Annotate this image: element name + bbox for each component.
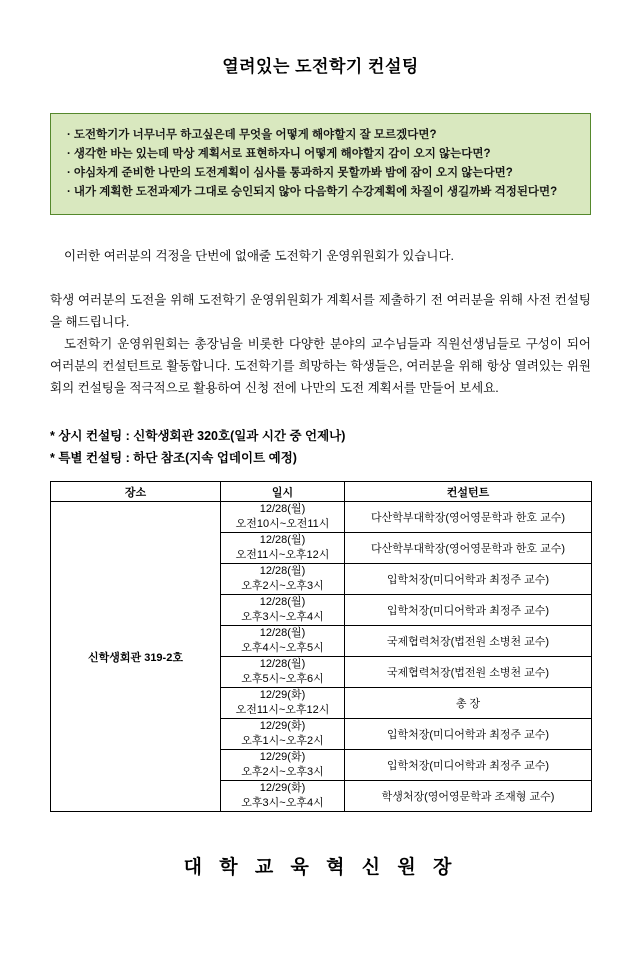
lead-paragraph: 이러한 여러분의 걱정을 단번에 없애줄 도전학기 운영위원회가 있습니다. [64,249,455,263]
cell-consultant: 학생처장(영어영문학과 조재형 교수) [345,781,592,812]
consulting-note-regular: * 상시 컨설팅 : 신학생회관 320호(일과 시간 중 언제나) [50,429,346,443]
cell-place: 신학생회관 319-2호 [51,502,221,812]
highlight-text: 야심차게 준비한 나만의 도전계획이 심사를 통과하지 못할까봐 밤에 잠이 오지 않는다면? [73,167,513,179]
cell-consultant: 국제협력처장(법전원 소병천 교수) [345,626,592,657]
body-paragraph-2: 도전학기 운영위원회는 총장님을 비롯한 다양한 분야의 교수님들과 직원선생님들로 구성이 되어 여러분의 컨설턴트로 활동합니다. 도전학기를 희망하는 학생들은, 여러분을 위해 항상 열려있는 위원회의 컨설팅을 적극적으로 활용하여 신청 전에 나만의 도전 계획서를 만들어 보세요. [50,337,591,395]
cell-consultant: 입학처장(미디어학과 최정주 교수) [345,719,592,750]
cell-consultant: 입학처장(미디어학과 최정주 교수) [345,595,592,626]
bullet-icon: · [67,167,71,179]
cell-date: 12/29(화) [259,751,306,763]
highlight-line [67,145,576,164]
cell-consultant: 입학처장(미디어학과 최정주 교수) [345,564,592,595]
cell-datetime [221,626,345,657]
cell-datetime [221,533,345,564]
highlight-line [67,126,576,145]
body-paragraph-1: 학생 여러분의 도전을 위해 도전학기 운영위원회가 계획서를 제출하기 전 여러분을 위해 사전 컨설팅을 해드립니다. [50,293,591,329]
consulting-notes [50,425,591,469]
cell-date: 12/29(화) [259,782,306,794]
cell-date: 12/28(월) [259,627,306,639]
cell-consultant: 국제협력처장(법전원 소병천 교수) [345,657,592,688]
highlight-line [67,183,576,202]
highlight-line [67,164,576,183]
cell-time: 오후4시~오후5시 [241,642,324,654]
bullet-icon: · [67,129,71,141]
highlight-text: 내가 계획한 도전과제가 그대로 승인되지 않아 다음학기 수강계획에 차질이 생길까봐 걱정된다면? [73,186,558,198]
consulting-note-special: * 특별 컨설팅 : 하단 참조(지속 업데이트 예정) [50,451,297,465]
cell-time: 오전11시~오후12시 [235,549,330,561]
cell-date: 12/28(월) [259,565,306,577]
footer-title: 대 학 교 육 혁 신 원 장 [183,857,458,878]
cell-time: 오후1시~오후2시 [241,735,324,747]
highlight-text: 도전학기가 너무너무 하고싶은데 무엇을 어떻게 해야할지 잘 모르겠다면? [73,129,437,141]
highlight-text: 생각한 바는 있는데 막상 계획서로 표현하자니 어떻게 해야할지 감이 오지 않는다면? [73,148,491,160]
cell-consultant: 총 장 [345,688,592,719]
bullet-icon: · [67,186,71,198]
bullet-icon: · [67,148,71,160]
table-header-row [51,482,592,502]
cell-datetime [221,781,345,812]
cell-time: 오후3시~오후4시 [241,797,324,809]
cell-date: 12/28(월) [259,658,306,670]
cell-datetime [221,502,345,533]
cell-date: 12/28(월) [259,503,306,515]
cell-time: 오전10시~오전11시 [235,518,330,530]
table-row [51,502,592,533]
column-header-consultant: 컨설턴트 [345,482,592,502]
column-header-datetime: 일시 [221,482,345,502]
cell-time: 오후3시~오후4시 [241,611,324,623]
cell-datetime [221,750,345,781]
cell-consultant: 다산학부대학장(영어영문학과 한호 교수) [345,502,592,533]
cell-date: 12/29(화) [259,689,306,701]
highlight-box [50,113,591,215]
cell-consultant: 입학처장(미디어학과 최정주 교수) [345,750,592,781]
cell-datetime [221,688,345,719]
cell-consultant: 다산학부대학장(영어영문학과 한호 교수) [345,533,592,564]
document-page [0,52,641,959]
cell-time: 오후2시~오후3시 [241,766,324,778]
page-title: 열려있는 도전학기 컨설팅 [222,57,419,76]
cell-datetime [221,719,345,750]
cell-datetime [221,657,345,688]
cell-time: 오후2시~오후3시 [241,580,324,592]
cell-time: 오후5시~오후6시 [241,673,324,685]
cell-date: 12/28(월) [259,596,306,608]
cell-date: 12/28(월) [259,534,306,546]
cell-time: 오전11시~오후12시 [235,704,330,716]
cell-datetime [221,595,345,626]
cell-datetime [221,564,345,595]
column-header-place: 장소 [51,482,221,502]
cell-date: 12/29(화) [259,720,306,732]
schedule-table [50,481,592,812]
